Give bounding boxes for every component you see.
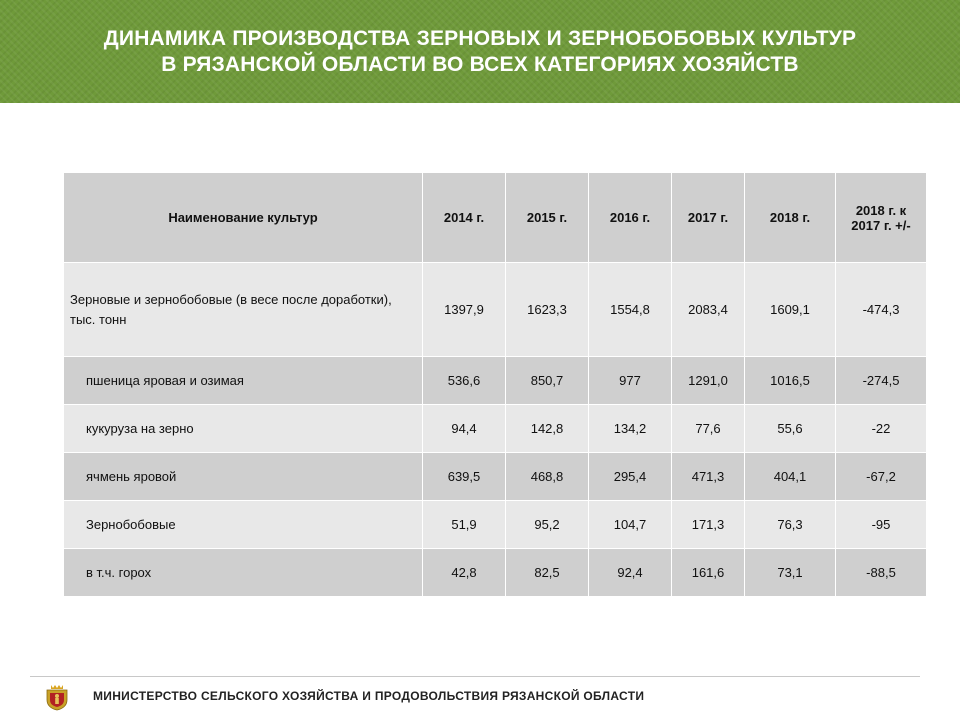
row-crop-name: Зерновые и зернобобовые (в весе после доработки), тыс. тонн: [64, 263, 423, 357]
slide-title-line-2: В РЯЗАНСКОЙ ОБЛАСТИ ВО ВСЕХ КАТЕГОРИЯХ ХОЗЯЙСТВ: [161, 52, 799, 76]
cell-2017: 77,6: [672, 405, 745, 453]
cell-2015: 850,7: [506, 357, 589, 405]
cell-2014: 51,9: [423, 501, 506, 549]
cell-2017: 1291,0: [672, 357, 745, 405]
cell-2015: 95,2: [506, 501, 589, 549]
column-header-2016: 2016 г.: [589, 173, 672, 263]
cell-2018: 76,3: [745, 501, 836, 549]
row-crop-name: Зернобобовые: [64, 501, 423, 549]
cell-2015: 1623,3: [506, 263, 589, 357]
table-header-row: [64, 173, 927, 263]
slide-header: [0, 0, 960, 103]
cell-2018: 1016,5: [745, 357, 836, 405]
cell-2014: 1397,9: [423, 263, 506, 357]
cell-change: -274,5: [836, 357, 927, 405]
ryazan-coat-of-arms-icon: [44, 683, 70, 711]
column-header-2015: 2015 г.: [506, 173, 589, 263]
cell-2016: 1554,8: [589, 263, 672, 357]
row-crop-name: ячмень яровой: [64, 453, 423, 501]
cell-change: -88,5: [836, 549, 927, 597]
cell-2018: 55,6: [745, 405, 836, 453]
row-crop-name: пшеница яровая и озимая: [64, 357, 423, 405]
column-header-crop: Наименование культур: [64, 173, 423, 263]
table-row: [64, 501, 927, 549]
cell-change: -474,3: [836, 263, 927, 357]
cell-2016: 104,7: [589, 501, 672, 549]
cell-2016: 977: [589, 357, 672, 405]
cell-2015: 468,8: [506, 453, 589, 501]
cell-2015: 142,8: [506, 405, 589, 453]
table-row: [64, 453, 927, 501]
cell-2016: 92,4: [589, 549, 672, 597]
row-crop-name: в т.ч. горох: [64, 549, 423, 597]
cell-2017: 171,3: [672, 501, 745, 549]
column-header-2014: 2014 г.: [423, 173, 506, 263]
cell-2016: 134,2: [589, 405, 672, 453]
cell-2014: 42,8: [423, 549, 506, 597]
cell-2017: 161,6: [672, 549, 745, 597]
column-header-2017: 2017 г.: [672, 173, 745, 263]
production-table: [63, 172, 927, 597]
table-row: [64, 357, 927, 405]
row-crop-name: кукуруза на зерно: [64, 405, 423, 453]
slide-title-line-1: ДИНАМИКА ПРОИЗВОДСТВА ЗЕРНОВЫХ И ЗЕРНОБОБОВЫХ КУЛЬТУР: [103, 26, 857, 50]
table-row: [64, 405, 927, 453]
cell-2015: 82,5: [506, 549, 589, 597]
cell-change: -95: [836, 501, 927, 549]
cell-2014: 94,4: [423, 405, 506, 453]
cell-2014: 536,6: [423, 357, 506, 405]
cell-change: -67,2: [836, 453, 927, 501]
table-row: [64, 263, 927, 357]
cell-2018: 1609,1: [745, 263, 836, 357]
cell-2018: 73,1: [745, 549, 836, 597]
column-header-change: 2018 г. к 2017 г. +/-: [836, 173, 927, 263]
cell-2016: 295,4: [589, 453, 672, 501]
ministry-name: МИНИСТЕРСТВО СЕЛЬСКОГО ХОЗЯЙСТВА И ПРОДОВОЛЬСТВИЯ РЯЗАНСКОЙ ОБЛАСТИ: [93, 689, 645, 703]
footer-divider: [30, 676, 920, 677]
cell-change: -22: [836, 405, 927, 453]
cell-2018: 404,1: [745, 453, 836, 501]
cell-2014: 639,5: [423, 453, 506, 501]
cell-2017: 2083,4: [672, 263, 745, 357]
cell-2017: 471,3: [672, 453, 745, 501]
column-header-2018: 2018 г.: [745, 173, 836, 263]
table-row: [64, 549, 927, 597]
